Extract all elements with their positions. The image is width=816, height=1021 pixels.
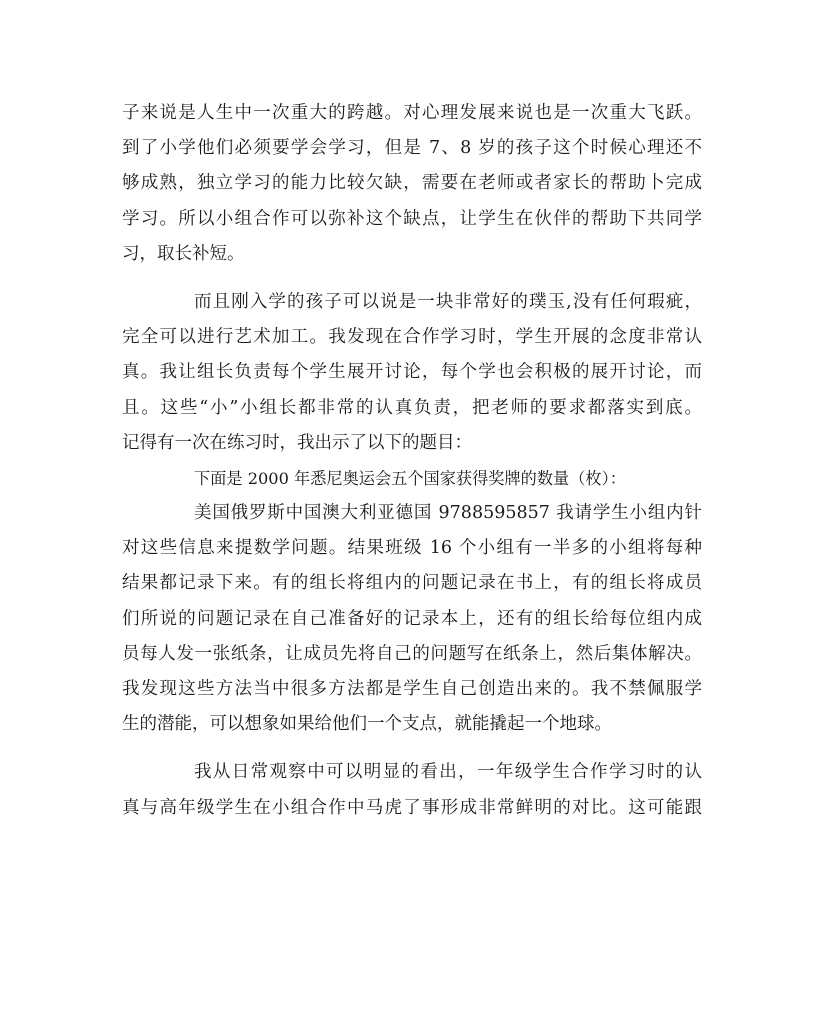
text-line: 美国俄罗斯中国澳大利亚德国 9788595857 我请学生小组内针 (194, 503, 702, 524)
text-line: 真与高年级学生在小组合作中马虎了事形成非常鲜明的对比。这可能跟 (122, 797, 702, 818)
paragraph-4 (122, 496, 702, 742)
paragraph-5 (122, 755, 702, 825)
document-body (122, 96, 702, 826)
text-line: 真。我让组长负责每个学生展开讨论，每个学也会积极的展开讨论，而 (122, 362, 702, 383)
text-line: 我发现这些方法当中很多方法都是学生自己创造出来的。我不禁佩服学 (122, 679, 702, 699)
text-line: 到了小学他们必须要学会学习，但是 7、8 岁的孩子这个时候心理还不 (122, 138, 702, 159)
text-line: 结果都记录下来。有的组长将组内的问题记录在书上，有的组长将成员 (122, 573, 702, 594)
paragraph-3 (122, 461, 702, 496)
paragraph-2 (122, 285, 702, 461)
text-line: 下面是 2000 年悉尼奥运会五个国家获得奖牌的数量（枚）： (194, 468, 626, 488)
text-line: 完全可以进行艺术加工。我发现在合作学习时，学生开展的念度非常认 (122, 327, 702, 348)
text-line: 我从日常观察中可以明显的看出，一年级学生合作学习时的认 (194, 762, 702, 783)
text-line: 子来说是人生中一次重大的跨越。对心理发展来说也是一次重大飞跃。 (122, 103, 702, 123)
text-line: 习，取长补短。 (122, 243, 245, 264)
text-line: 们所说的问题记录在自己准备好的记录本上，还有的组长给每位组内成 (122, 608, 702, 629)
text-line: 学习。所以小组合作可以弥补这个缺点，让学生在伙伴的帮助下共同学 (122, 208, 702, 229)
text-line: 员每人发一张纸条，让成员先将自己的问题写在纸条上，然后集体解决。 (122, 643, 702, 664)
text-line: 且。这些“小”小组长都非常的认真负责，把老师的要求都落实到底。 (122, 397, 702, 418)
text-line: 记得有一次在练习时，我出示了以下的题目： (122, 432, 472, 453)
paragraph-1 (122, 96, 702, 272)
text-line: 对这些信息来提数学问题。结果班级 16 个小组有一半多的小组将每种 (122, 538, 702, 559)
text-line: 够成熟，独立学习的能力比较欠缺，需要在老师或者家长的帮助卜完成 (122, 173, 702, 194)
text-line: 生的潜能，可以想象如果给他们一个支点，就能撬起一个地球。 (122, 714, 612, 735)
text-line: 而且刚入学的孩子可以说是一块非常好的璞玉,没有任何瑕疵， (194, 291, 702, 312)
